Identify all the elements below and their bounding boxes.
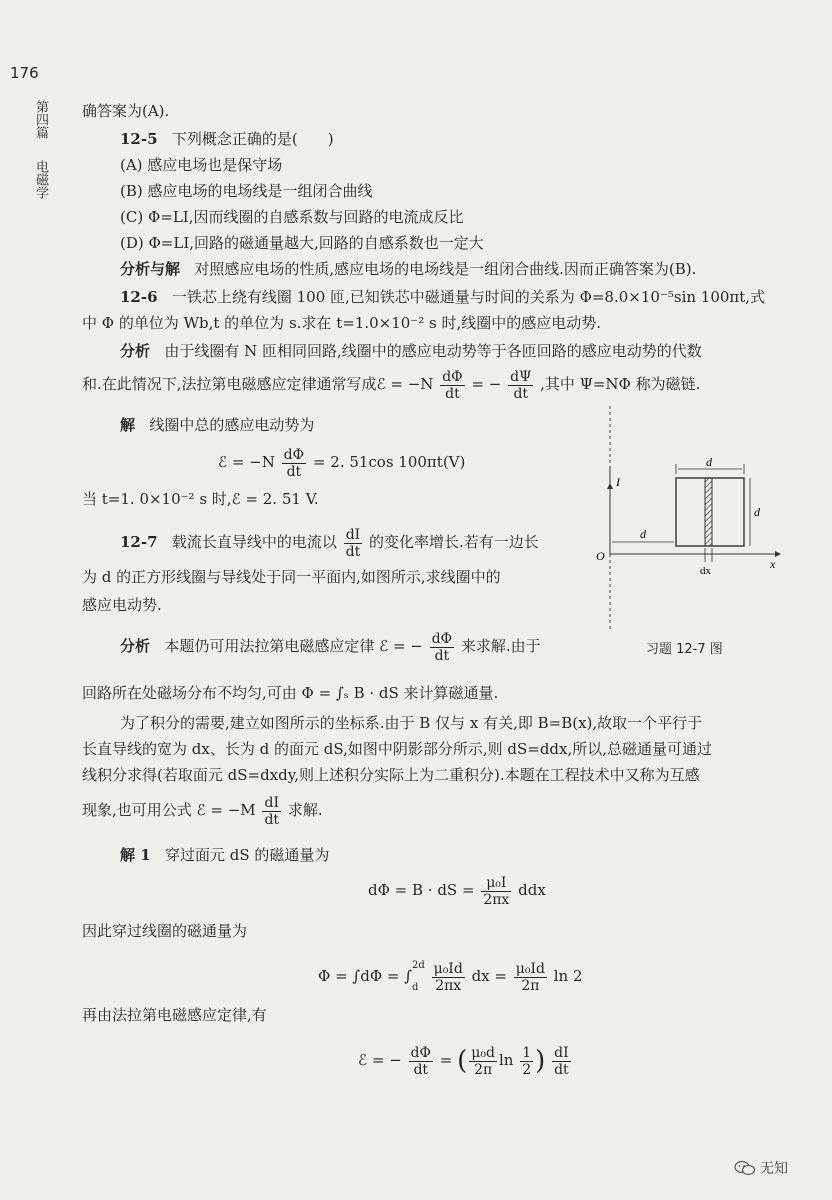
fraction-numerator: μ₀d	[471, 1044, 495, 1061]
fraction-denominator: dt	[413, 1061, 429, 1078]
fraction	[282, 447, 306, 480]
fraction	[409, 1045, 433, 1078]
equation-3	[318, 956, 583, 996]
text-line: 感应电动势.	[82, 596, 162, 614]
text-line: 中 Φ 的单位为 Wb,t 的单位为 s.求在 t=1.0×10⁻² s 时,线圈中的感应电动势.	[82, 314, 601, 332]
fraction-numerator: dΨ	[510, 368, 532, 385]
equation-segment: ln	[498, 1051, 514, 1069]
subject-label: 电磁学	[33, 160, 48, 199]
problem-text: 下列概念正确的是( )	[171, 130, 334, 148]
problem-12-5	[120, 128, 334, 150]
fraction-denominator: 2π	[474, 1061, 493, 1078]
fraction-numerator: μ₀I	[481, 875, 511, 892]
problem-number: 12-7	[120, 533, 158, 551]
answer-12-5	[120, 258, 696, 280]
analysis-12-6	[120, 340, 702, 362]
fraction-numerator: dI	[552, 1045, 571, 1062]
fraction-numerator: dI	[344, 527, 363, 544]
analysis-formula-line	[82, 368, 700, 402]
fraction-denominator: dt	[286, 463, 302, 480]
figure-12-7	[594, 406, 794, 636]
fraction-numerator: dΦ	[283, 446, 305, 463]
label-dx: dx	[700, 565, 711, 577]
text-segment: 载流长直导线中的电流以	[171, 533, 337, 551]
figure-caption: 习题 12-7 图	[646, 642, 723, 657]
fraction-denominator: dt	[445, 385, 460, 402]
paragraph-line: 长直导线的宽为 dx、长为 d 的面元 dS,如图中阴影部分所示,则 dS=ddx,所以,总磁通量可通过	[82, 740, 713, 758]
fraction	[440, 369, 464, 402]
fraction	[262, 795, 281, 828]
label-x: x	[770, 557, 776, 571]
fraction-denominator: 2π	[521, 977, 540, 994]
fraction-denominator: dt	[345, 543, 361, 560]
equation-segment: ddx	[518, 881, 546, 899]
text-segment: 的变化率增长.若有一边长	[369, 533, 539, 551]
label-d-top: d	[706, 455, 712, 469]
fraction-denominator: 2πx	[435, 977, 462, 994]
equation-2	[368, 872, 546, 908]
fraction	[508, 369, 533, 402]
fraction	[514, 961, 547, 994]
equation-4	[358, 1040, 573, 1081]
fraction	[469, 1045, 497, 1078]
text-segment: 现象,也可用公式 ℰ = −M	[82, 801, 256, 819]
problem-number: 12-6	[120, 288, 158, 306]
fraction	[552, 1045, 571, 1078]
text-line: 再由法拉第电磁感应定律,有	[82, 1006, 267, 1024]
text-line: 当 t=1. 0×10⁻² s 时,ℰ = 2. 51 V.	[82, 490, 319, 508]
fraction-denominator: dt	[264, 811, 280, 828]
equation-1	[218, 446, 465, 480]
solution-text: 线圈中总的感应电动势为	[149, 416, 315, 434]
solution-12-6	[120, 414, 314, 436]
integral-limits	[412, 960, 425, 994]
fraction	[481, 875, 511, 908]
fraction-denominator: dt	[513, 385, 529, 402]
solution-label: 解	[120, 416, 136, 434]
option-d: (D) Φ=LI,回路的磁通量越大,回路的自感系数也一定大	[120, 234, 484, 252]
paragraph-line: 线积分求得(若取面元 dS=dxdy,则上述积分实际上为二重积分).本题在工程技术中又称为互感	[82, 766, 700, 784]
equation-segment: ℰ = −N	[218, 453, 275, 471]
answer-label: 分析与解	[120, 260, 181, 278]
fraction-numerator: dΦ	[431, 630, 453, 647]
analysis-text: 由于线圈有 N 匝相同回路,线圈中的感应电动势等于各匝回路的感应电动势的代数	[164, 342, 702, 360]
fraction-denominator: 2	[522, 1061, 532, 1078]
left-paren: (	[457, 1046, 468, 1076]
right-paren: )	[535, 1046, 546, 1076]
fraction	[432, 961, 465, 994]
fraction-denominator: dt	[554, 1061, 569, 1078]
text-segment: 和.在此情况下,法拉第电磁感应定律通常写成ℰ = −N	[82, 375, 434, 393]
equation-segment: dΦ = B · dS =	[368, 881, 475, 899]
part-label: 第四篇	[33, 100, 48, 139]
fraction-denominator: 2πx	[483, 891, 510, 908]
option-a: (A) 感应电场也是保守场	[120, 156, 283, 174]
equation-segment: Φ = ∫dΦ = ∫	[318, 967, 413, 985]
text-line: 因此穿过线圈的磁通量为	[82, 922, 248, 940]
equation-segment: ℰ = −	[358, 1051, 402, 1069]
fraction	[520, 1045, 533, 1078]
text-segment: 求解.	[287, 801, 323, 819]
wechat-icon	[734, 1160, 756, 1176]
analysis-label: 分析	[120, 342, 151, 360]
text-segment: 本题仍可用法拉第电磁感应定律 ℰ = −	[164, 637, 423, 655]
analysis-label: 分析	[120, 637, 151, 655]
fraction-numerator: μ₀Id	[515, 960, 545, 977]
problem-12-6	[120, 286, 765, 308]
fraction-numerator: dΦ	[410, 1044, 431, 1061]
equation-segment: =	[439, 1051, 453, 1069]
text-line: 回路所在处磁场分布不均匀,可由 Φ = ∫ₛ B · dS 来计算磁通量.	[82, 684, 499, 702]
option-b: (B) 感应电场的电场线是一组闭合曲线	[120, 182, 373, 200]
solution-1	[120, 844, 329, 866]
integral-limit-gap	[412, 972, 425, 982]
text-line: 为 d 的正方形线圈与导线处于同一平面内,如图所示,求线圈中的	[82, 568, 501, 586]
text-line: 确答案为(A).	[82, 102, 170, 120]
paragraph-line	[82, 794, 323, 828]
option-c: (C) Φ=LI,因而线圈的自感系数与回路的电流成反比	[120, 208, 464, 226]
fraction	[430, 631, 454, 664]
text-segment: = −	[471, 375, 502, 393]
equation-segment: ln 2	[553, 967, 583, 985]
label-d-left: d	[640, 527, 646, 541]
equation-segment: = 2. 51cos 100πt(V)	[312, 453, 466, 471]
paragraph-line: 为了积分的需要,建立如图所示的坐标系.由于 B 仅与 x 有关,即 B=B(x),故取一个平行于	[120, 714, 703, 732]
fraction	[344, 527, 363, 560]
watermark-text: 无知	[760, 1161, 788, 1177]
analysis-12-7	[120, 630, 541, 664]
label-d-right: d	[754, 505, 760, 519]
area-element-dS	[705, 478, 712, 546]
fraction-denominator: dt	[434, 647, 450, 664]
fraction-numerator: dΦ	[442, 368, 463, 385]
problem-text: 一铁芯上绕有线圈 100 匝,已知铁芯中磁通量与时间的关系为 Φ=8.0×10⁻⁵sin 100πt,式	[171, 288, 766, 306]
solution-text: 穿过面元 dS 的磁通量为	[164, 846, 330, 864]
integral-upper-limit: 2d	[412, 960, 425, 971]
answer-text: 对照感应电场的性质,感应电场的电场线是一组闭合曲线.因而正确答案为(B).	[194, 260, 697, 278]
solution-label: 解 1	[120, 846, 151, 864]
integral-lower-limit: d	[412, 982, 419, 993]
label-I: I	[616, 475, 620, 489]
problem-number: 12-5	[120, 130, 158, 148]
fraction-numerator: μ₀Id	[433, 960, 463, 977]
page-number: 176	[10, 64, 39, 82]
fraction-numerator: 1	[522, 1044, 532, 1061]
label-O: O	[596, 549, 605, 563]
problem-12-7	[120, 526, 539, 560]
equation-segment: dx =	[471, 967, 507, 985]
text-segment: 来求解.由于	[460, 637, 541, 655]
fraction-numerator: dI	[262, 795, 281, 812]
watermark	[734, 1158, 788, 1178]
text-segment: ,其中 Ψ=NΦ 称为磁链.	[540, 375, 701, 393]
